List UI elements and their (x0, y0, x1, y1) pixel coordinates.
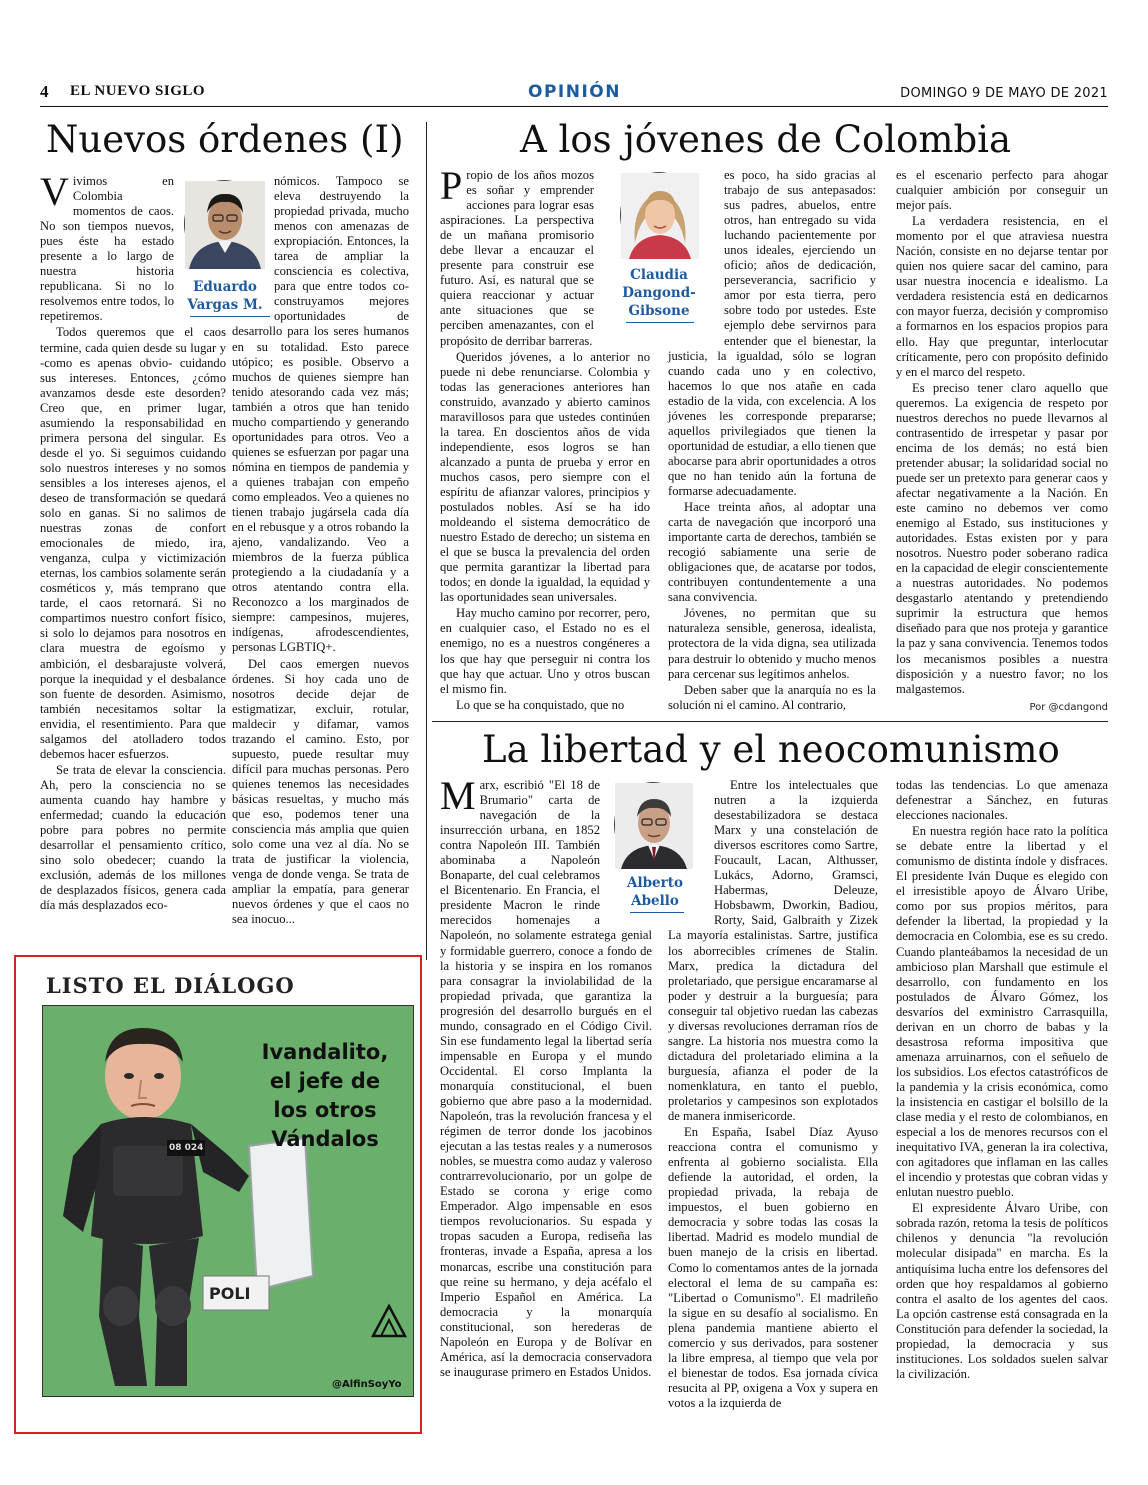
article2-paragraph: Lo que se ha conquistado, que no (456, 697, 625, 712)
article1-paragraph: Vivimos en Colombia momentos de caos. No son tiempos nuevos, pues éste ha estado presente a lo largo de nuestra historia republicana. Si no lo resolvemos entre todos, lo repetiremos. (40, 169, 174, 324)
article-title-libertad: La libertad y el neocomunismo (482, 728, 1060, 771)
article2-paragraph: Deben saber que la anarquía no es la solución ni el camino. Al contrario, (668, 682, 876, 712)
drop-cap: M (440, 773, 476, 818)
article2-column1 (440, 163, 650, 716)
photo-wrap-space (668, 168, 724, 336)
article2-paragraph: Queridos jóvenes, a lo anterior no puede ni debe renunciarse. Colombia y todas las generaciones anteriores han construido, avanzado y abierto caminos maravillosos para que ustedes continúen la tarea. En doscientos años de vida independiente, esos logros se han alcanzado a punta de prueba y error en muchos casos, pero siempre con el espíritu de afianzar valores, principios y postulados nobles. Así se ha ido moldeando el sistema democrático de nuestro Estado de derecho; un sistema en el que se busca la prevalencia del orden que permita garantizar la libertad para todos; en donde la igualdad, la equidad y las oportunidades sean universales. (440, 349, 650, 605)
editorial-cartoon (14, 955, 422, 1434)
photo-wrap-space (600, 778, 652, 923)
article1-paragraph: Se trata de elevar la consciencia. Ah, pero la consciencia no se aumenta cuando hay hambre y enfermedad; cuando la educación pobre para pobres no permite desarrollar el pensamiento crítico, sino solo obedecer; cuando la exclusión, además de los millones de desplazados físicos, genera cada día más desplazados eco- (40, 762, 226, 913)
article3-column2 (668, 778, 878, 1410)
photo-wrap-space (668, 778, 714, 923)
cartoon-caption: Ivandalito, el jefe de los otros Vándalos (261, 1040, 389, 1151)
article2-paragraph: es el escenario perfecto para ahogar cualquier ambición por conseguir un mejor país. (896, 168, 1108, 213)
article3-paragraph: Entre los intelectuales que nutren a la izquierda desestabilizadora se destaca Marx y una constelación de diversos escritores como Sartre, Foucault, Lacan, Althusser, Lukács, Adorno, Gramsci, Habermas, Deleuze, Hobsbawm, Dworkin, Badiou, Rorty, Said, Galbraith y Zizek La mayoría estalinistas. Sartre, justifica los aborrecibles crímenes de Stalin. Marx, predica la dictadura del proletariado, que persigue encaramarse al poder y destruir a la burguesía; para conseguir tal objetivo ruedan las cabezas y diversas revoluciones derraman ríos de sangre. La historia nos muestra como la dictadura del proletariado elimina a la burguesía, afianza el poder de la nomenklatura, en tanto el pueblo, proletarios y campesinos son explotados de manera inmisericorde. (668, 778, 878, 1124)
article2-paragraph: Hay mucho camino por recorrer, pero, en cualquier caso, el Estado no es el enemigo, no es a nuestros congéneres a los que hay que perseguir ni contra los que hay que actuar. Uno y otros buscan el mismo fin. (440, 606, 650, 696)
article2-column3 (896, 168, 1108, 708)
author-first-name: Claudia (630, 267, 688, 283)
page-number: 4 (40, 82, 49, 101)
article3-paragraph: En nuestra región hace rato la política se debate entre la libertad y el comunismo de distinta índole y disfraces. El presidente Iván Duque es elegido con el irresistible apoyo de Álvaro Uribe, como por sus propios méritos, para defender la libertad, la propiedad y la democracia en Colombia, ese es su credo. Cuando planteábamos la necesidad de un ambicioso plan Marshall que estimule el desarrollo, con fundamento en los postulados de Álvaro Gómez, los desvaríos del exministro Carrasquilla, derivan en un chorro de babas y la desastrosa reforma impositiva que amenaza arruinarnos, con el señuelo de los subsidios. Los efectos catastróficos de la pandemia y la crisis económica, como la insistencia en castigar el bolsillo de la clase media y el resto de colombianos, en especial a los de menores recursos con el inequitativo IVA, generan la ira colectiva, con agitadores que inflaman en las calles el incendio y protestas que cobran vidas y enlutan nuestro pueblo. (896, 824, 1108, 1200)
cartoonist-signature: @AlfinSoyYo (332, 1379, 402, 1390)
article3-column3 (896, 778, 1108, 1398)
cartoon-title: LISTO EL DIÁLOGO (46, 973, 295, 998)
article1-paragraph: Del caos emergen nuevos órdenes. Si hoy cada uno de nosotros decide dejar de estigmatizar, excluir, rotular, maldecir y difamar, vamos trazando el camino. Esto, por supuesto, puede resultar muy difícil para muchas personas. Pero quienes tenemos las necesidades básicas resueltas, y mucho más que eso, podemos tener una consciencia más amplia que quien solo come una vez al día. No se trata de justificar la violencia, venga de donde venga. Se trata de ampliar la empatía, para generar nuevos órdenes y que el caos no sea inocuo... (232, 656, 409, 927)
section-title: OPINIÓN (528, 82, 621, 102)
article3-paragraph: El expresidente Álvaro Uribe, con sobrada razón, retoma la tesis de políticos chilenos y denuncia "la revolución molecular disipada" en marcha. Es la antiquísima lucha entre los defensores del orden que hoy respaldamos al gobierno contra el asalto de los agentes del caos. La opción castrense está consagrada en la Constitución para defender la sociedad, la propiedad, la democracia y sus instituciones. Los soldados suelen salvar la civilización. (896, 1201, 1108, 1381)
uniform-badge: 08 024 (169, 1143, 204, 1153)
newspaper-name: EL NUEVO SIGLO (70, 83, 206, 99)
photo-wrap-space (232, 174, 274, 316)
article2-paragraph: Propio de los años mozos es soñar y emprender acciones para lograr esas aspiraciones. La perspectiva de un mañana promisorio debe llevar a encauzar el presente para construir ese futuro. Así, es natural que se quiera reaccionar y actuar ante situaciones que se perciben amenazantes, con el propósito de derribar barreras. (440, 163, 594, 348)
article2-paragraph: Jóvenes, no permitan que su naturaleza sensible, generosa, idealista, protectora de la vida digna, sea utilizada para destruir lo obtenido y mucho menos para cercenar sus legítimos anhelos. (668, 606, 876, 681)
article1-column2 (232, 174, 409, 954)
shield-text: POLI (209, 1284, 251, 1303)
article3-column1 (440, 773, 652, 1398)
header-rule (40, 106, 1108, 107)
article2-paragraph: Es preciso tener claro aquello que queremos. La exigencia de respeto por nuestros derechos no puede llevarnos al contrasentido de irrespetar y pasar por encima de los demás; no está bien pretender abusar; la solidaridad social no puede ser un pretexto para generar caos y afectar negativamente a la Nación. En este camino no debemos ver como enemigo al Estado, sus instituciones y autoridades. Estas existen por y para nosotros. Nuestro poder soberano radica en la capacidad de elegir conscientemente a nuestras autoridades. No podemos desgastarlo atentando y pretendiendo suprimir la estructura que hemos diseñado para que nos proteja y garantice la paz y sana convivencia. Tenemos todos los mecanismos posibles a nuestra disposición y a nuestro favor; no los malgastemos. (896, 380, 1108, 696)
article-divider (432, 721, 1108, 722)
article1-paragraph: Todos queremos que el caos termine, cada quien desde su lugar y -como es apenas obvio- cuidando sus intereses. Entonces, ¿cómo avanzamos desde este desorden? Creo que, en primer lugar, asumiendo la responsabilidad en primera persona del singular. Es desde el yo. Si seguimos cuidando solo nuestros intereses y no somos sensibles a los intereses ajenos, el deseo de transformación se quedará solo en ganas. Si no salimos de nuestras zonas de confort emocionales de miedo, ira, venganza, culpa y victimización eternas, los cambios solamente serán cosméticos y, más temprano que tarde, el caos retornará. Si no compartimos nuestro confort físico, si solo lo dejamos para nosotros en clara muestra de egoísmo y ambición, el desbarajuste volverá, porque la inequidad y el desbalance son fuente de desorden. Asimismo, también necesitamos soltar la envidia, el resentimiento. Para que salgamos del atolladero todos debemos hacer esfuerzos. (40, 325, 226, 761)
article1-column1 (40, 169, 226, 954)
article-title-jovenes: A los jóvenes de Colombia (520, 118, 1012, 161)
drop-cap: V (40, 169, 69, 214)
article2-paragraph: Hace treinta años, al adoptar una carta de navegación que incorporó una importante carta de derechos, también se recogió sabiamente una serie de obligaciones que, de acatarse por todos, contribuyen contundentemente a una sana convivencia. (668, 500, 876, 605)
author-first-name: Alberto (627, 875, 683, 891)
article3-paragraph: todas las tendencias. Lo que amenaza defenestrar a Sánchez, en futuras elecciones nacionales. (896, 778, 1108, 823)
article2-paragraph: es poco, ha sido gracias al trabajo de sus antepasados: sus padres, abuelos, entre otros, han entregado su vida luchando pacientemente por unos ideales, ejerciendo un oficio; años de dedicación, perseverancia, sacrificio y amor por esta tierra, pero sobre todo por ustedes. Este ejemplo debe servirnos para entender que el bienestar, la justicia, la igualdad, sólo se logran cuando cada uno y en colectivo, hacemos lo que nos atañe en cada estadio de la vida, con excelencia. A los jóvenes les corresponde prepararse; aquellos privilegiados que tienen la oportunidad de estudiar, a ello tienen que abocarse para abrir oportunidades a otros que no han tenido aún la fortuna de formarse adecuadamente. (668, 168, 876, 498)
article2-column2 (668, 168, 876, 716)
article-title-nuevos-ordenes: Nuevos órdenes (I) (46, 118, 404, 161)
article3-paragraph: Marx, escribió "El 18 de Brumario" carta de navegación de la insurrección urbana, en 1852 contra Napoleón III. También abominaba a Napoleón Bonaparte, del cual celebramos el Bicentenario. En Francia, el presidente Macron le rinde merecidos homenajes a Napoleón, no solamente estratega genial y formidable guerrero, conoce a fondo de la historia y se inspira en los romanos para consagrar la inviolabilidad de la propiedad privada, que garantiza la progresión del desarrollo burgués en el mundo, consagrado en el Código Civil. Sin ese fundamento legal la libertad sería impensable en Europa y el mundo Occidental. El corso Implanta la monarquía constitucional, el buen gobierno que abre paso a la modernidad. Napoleón, tras la revolución francesa y el régimen de terror donde los jacobinos ejecutan a las testas reales y a numerosos nobles, se muestra como audaz y valeroso contrarrevolucionario, por un golpe de Estado se corona y erige como Emperador. Algo impensable en esos tiempos revolucionarios. Su espada y tropas sacuden a Europa, rediseña las fronteras, invade a España, apresa a los monarcas, escribe una constitución para que reine su hermano, y deja acéfalo el Imperio Español en América. La democracia y la monarquía constitucional, son herederas de Napoleón en Europa y de Bolívar en América, así la democracia conservadora se inaugurase primero en Estados Unidos. (440, 773, 652, 1379)
author-last-name: Abello (631, 893, 679, 909)
author-twitter-credit: Por @cdangond (1029, 702, 1108, 713)
cartoon-panel (42, 1005, 414, 1397)
author-last-name-2: Gibsone (628, 303, 690, 319)
article1-paragraph: nómicos. Tampoco se eleva destruyendo la propiedad privada, mucho menos con amenazas de expropiación. Entonces, la tarea de ampliar la consciencia es colectiva, para que entre todos co-construyamos mejores oportunidades de desarrollo para los seres humanos en su totalidad. Esto parece utópico; es posible. Observo a muchos de quienes siempre han tenido atesorando cada vez más; también a otros que han tenido mucho compartiendo y generando oportunidades para otros. Veo a quienes se esfuerzan por pagar una nómina en tiempos de pandemia y a quienes trabajan con empeño como empleados. Veo a quienes no tienen trabajo jugársela cada día en el rebusque y a otros robando la ajeno, vandalizando. Veo a miembros de la fuerza pública protegiendo a la ciudadanía y a otros atentando contra ella. Reconozco a los marginados de siempre: campesinos, mujeres, indígenas, afrodescendientes, personas LGBTIQ+. (232, 174, 409, 655)
column-divider-left (426, 122, 427, 960)
photo-wrap-space (174, 174, 226, 316)
article3-paragraph: En España, Isabel Díaz Ayuso reacciona contra el comunismo y enfrenta al gobierno socialista. Ella defiende la autoridad, el orden, la propiedad privada, la rebaja de impuestos, el buen gobierno en democracia y sobre todas las cosas la libertad. Madrid es modelo mundial de buen manejo de la crisis en libertad. Como lo comentamos antes de la jornada electoral el lema de su campaña es: "Libertad o Comunismo". El madrileño la sigue en su desafío al socialismo. En plena pandemia mantiene abierto el comercio y sus derivados, para sostener la libre empresa, al tiempo que vela por el bienestar de todos. Esa jornada cívica resucita al PP, oxigena a Vox y supera en votos a la izquierda de (668, 1125, 878, 1410)
issue-date: DOMINGO 9 DE MAYO DE 2021 (900, 86, 1108, 101)
drop-cap: P (440, 163, 463, 208)
author-last-name: Vargas M. (187, 297, 263, 313)
photo-wrap-space (594, 168, 650, 336)
page-header (40, 82, 1108, 104)
author-last-name: Dangond- (622, 285, 696, 301)
article2-paragraph: La verdadera resistencia, en el momento por el que atraviesa nuestra Nación, consiste en no dejarse tentar por quien nos quiere sacar del camino, para usar nuestra inocencia e idealismo. La verdadera resistencia está en dedicarnos con mayor fuerza, decisión y compromiso a formarnos en los espacios propios para ello. Hay que preguntar, interlocutar críticamente, pero con propósito definido y en el marco del respeto. (896, 214, 1108, 379)
author-first-name: Eduardo (193, 279, 257, 295)
